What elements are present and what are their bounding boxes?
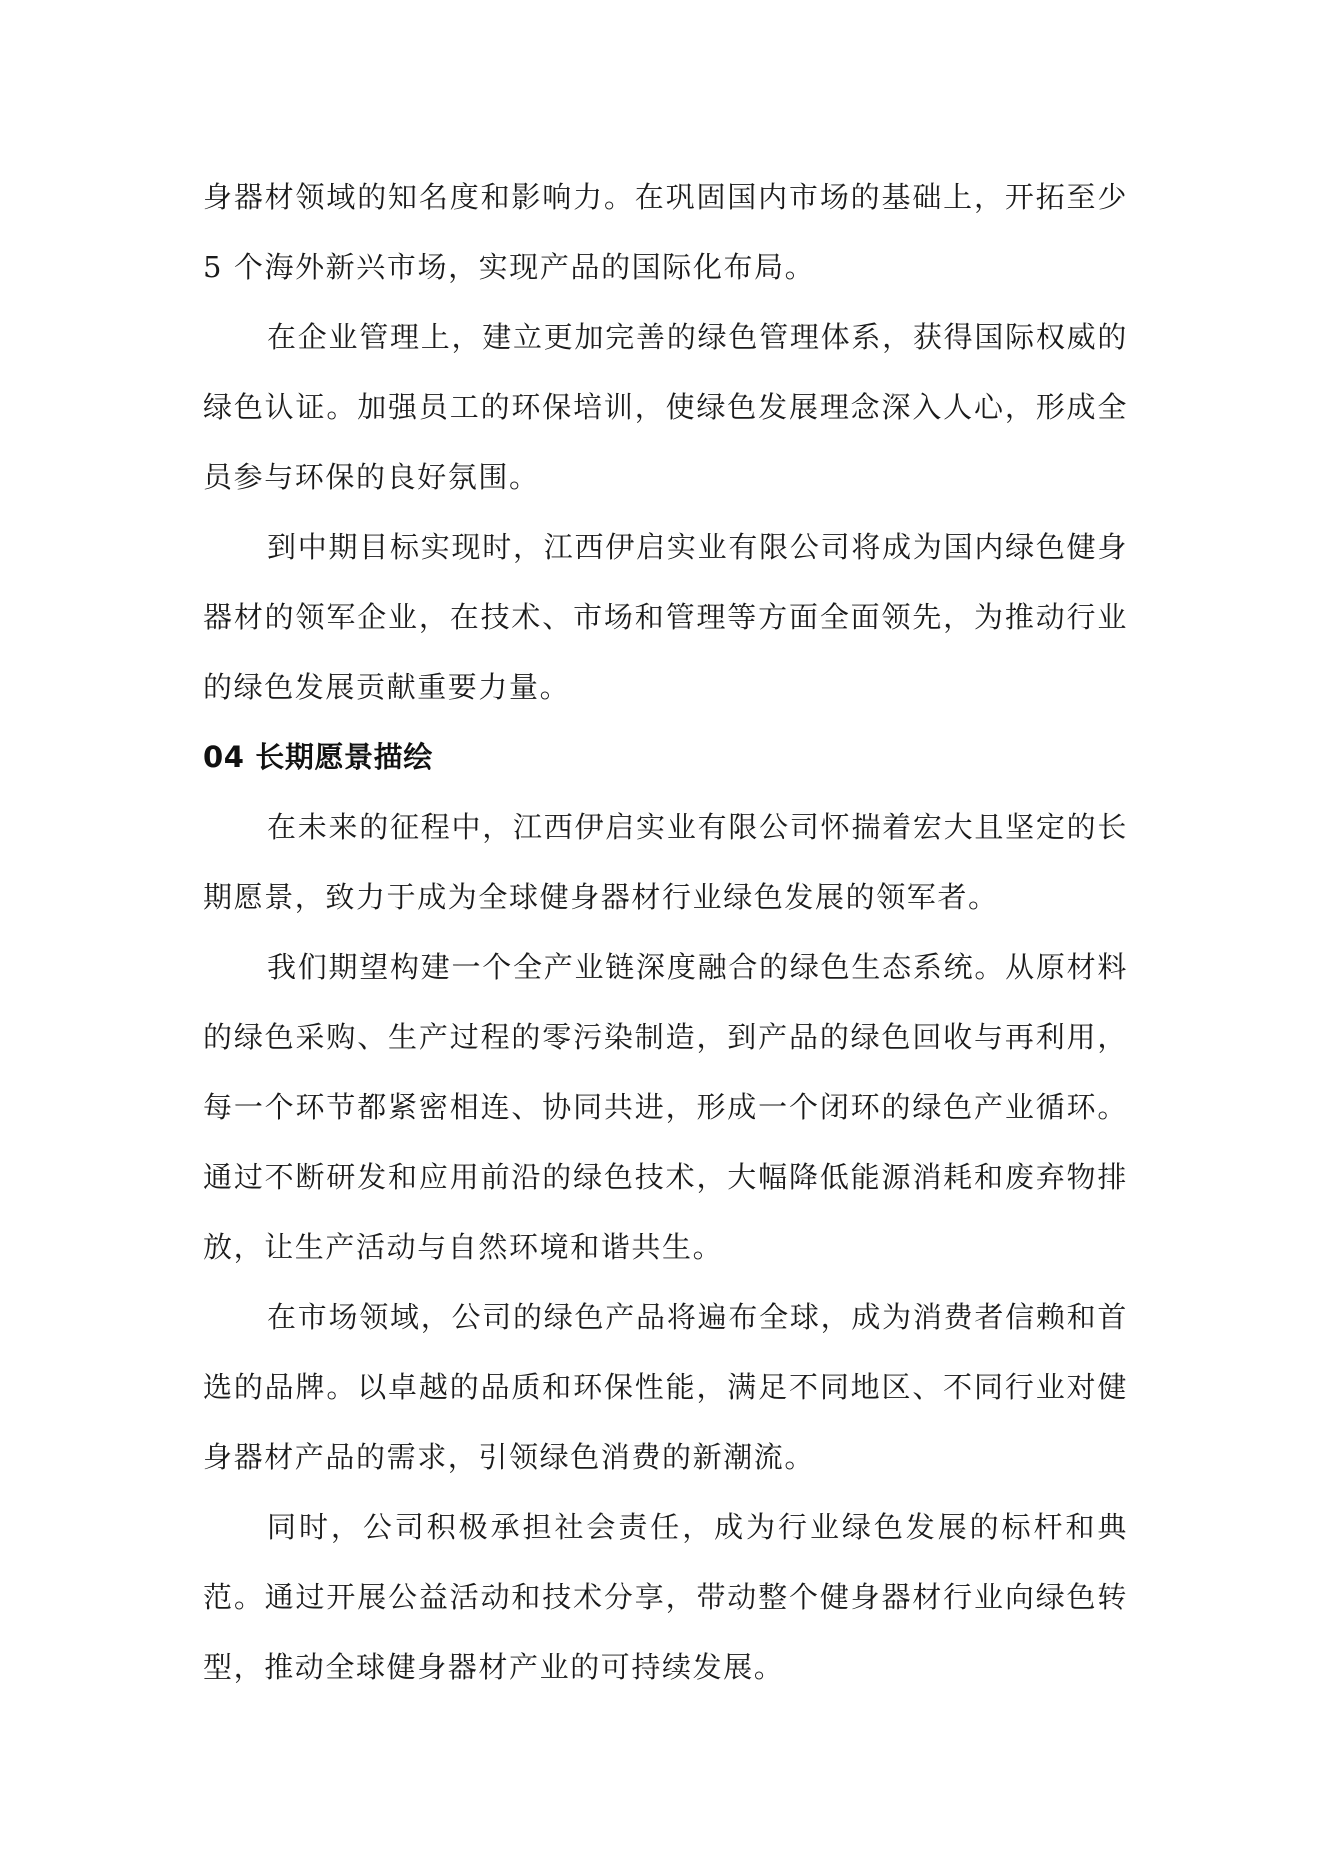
- paragraph-social-responsibility: 同时，公司积极承担社会责任，成为行业绿色发展的标杆和典范。通过开展公益活动和技术分享，带动整个健身器材行业向绿色转型，推动全球健身器材产业的可持续发展。: [203, 1510, 1128, 1684]
- paragraph-continuation: 身器材领域的知名度和影响力。在巩固国内市场的基础上，开拓至少 5 个海外新兴市场，实现产品的国际化布局。: [203, 180, 1128, 284]
- paragraph-eco-system: 我们期望构建一个全产业链深度融合的绿色生态系统。从原材料的绿色采购、生产过程的零污染制造，到产品的绿色回收与再利用，每一个环节都紧密相连、协同共进，形成一个闭环的绿色产业循环。通过不断研发和应用前沿的绿色技术，大幅降低能源消耗和废弃物排放，让生产活动与自然环境和谐共生。: [203, 950, 1128, 1264]
- paragraph-vision-intro: 在未来的征程中，江西伊启实业有限公司怀揣着宏大且坚定的长期愿景，致力于成为全球健身器材行业绿色发展的领军者。: [203, 810, 1128, 914]
- paragraph-midterm-goal: 到中期目标实现时，江西伊启实业有限公司将成为国内绿色健身器材的领军企业，在技术、市场和管理等方面全面领先，为推动行业的绿色发展贡献重要力量。: [203, 530, 1128, 704]
- body-text: [203, 162, 1128, 1702]
- paragraph-management: 在企业管理上，建立更加完善的绿色管理体系，获得国际权威的绿色认证。加强员工的环保培训，使绿色发展理念深入人心，形成全员参与环保的良好氛围。: [203, 320, 1128, 494]
- section-heading: 04 长期愿景描绘: [203, 740, 433, 774]
- paragraph-market: 在市场领域，公司的绿色产品将遍布全球，成为消费者信赖和首选的品牌。以卓越的品质和环保性能，满足不同地区、不同行业对健身器材产品的需求，引领绿色消费的新潮流。: [203, 1300, 1128, 1474]
